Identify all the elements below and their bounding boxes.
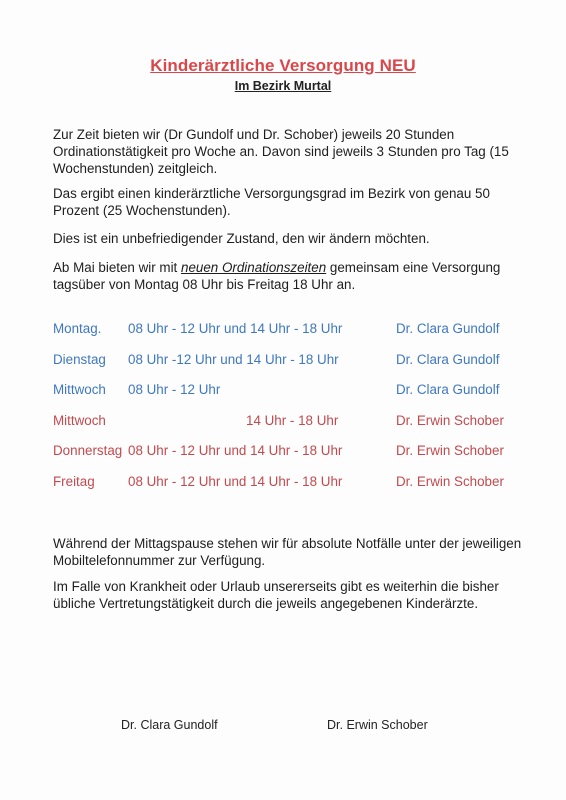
schedule-hours: 08 Uhr - 12 Uhr xyxy=(128,382,221,397)
intro-paragraph-3: Dies ist ein unbefriedigender Zustand, den wir ändern möchten. xyxy=(53,231,430,246)
schedule-day: Donnerstag xyxy=(53,443,123,458)
intro-paragraph-1: Zur Zeit bieten wir (Dr Gundolf und Dr. Schober) jeweils 20 Stunden Ordinationstätigkeit pro Woche an. Davon sind jeweils 3 Stunden pro Tag (15 Wochenstunden) zeitgleich. xyxy=(53,127,509,176)
schedule-day: Dienstag xyxy=(53,351,106,367)
schedule-doctor: Dr. Erwin Schober xyxy=(396,473,504,489)
schedule-doctor: Dr. Clara Gundolf xyxy=(396,321,500,336)
signature-gundolf: Dr. Clara Gundolf xyxy=(121,718,218,732)
schedule-hours: 14 Uhr - 18 Uhr xyxy=(246,412,339,428)
schedule-row xyxy=(53,320,523,338)
schedule-row xyxy=(53,351,523,369)
schedule-doctor: Dr. Erwin Schober xyxy=(396,443,504,458)
schedule-doctor: Dr. Erwin Schober xyxy=(396,412,504,428)
intro-paragraph-4 xyxy=(53,259,523,293)
schedule-day: Mittwoch xyxy=(53,382,106,397)
schedule-day: Mittwoch xyxy=(53,412,106,428)
schedule-day: Freitag xyxy=(53,473,95,489)
closing-paragraph-2: Im Falle von Krankheit oder Urlaub unsererseits gibt es weiterhin die bisher übliche Vertretungstätigkeit durch die jeweils angegebenen Kinderärzte. xyxy=(53,579,499,611)
document-title: Kinderärztliche Versorgung NEU xyxy=(150,56,416,75)
intro-paragraph-4-end: gemeinsam eine Versorgung tagsüber von Montag 08 Uhr bis Freitag 18 Uhr an. xyxy=(53,260,501,292)
schedule-hours: 08 Uhr -12 Uhr und 14 Uhr - 18 Uhr xyxy=(128,351,339,367)
schedule-hours: 08 Uhr - 12 Uhr und 14 Uhr - 18 Uhr xyxy=(128,473,343,489)
closing-paragraph-1: Während der Mittagspause stehen wir für absolute Notfälle unter der jeweiligen Mobiltelefonnummer zur Verfügung. xyxy=(53,536,522,568)
schedule-doctor: Dr. Clara Gundolf xyxy=(396,382,500,397)
intro-paragraph-2: Das ergibt einen kinderärztliche Versorgungsgrad im Bezirk von genau 50 Prozent (25 Wochenstunden). xyxy=(53,186,490,218)
schedule-row xyxy=(53,473,523,491)
schedule-doctor: Dr. Clara Gundolf xyxy=(396,351,500,367)
new-hours-emphasis: neuen Ordinationszeiten xyxy=(181,260,327,275)
signature-schober: Dr. Erwin Schober xyxy=(327,718,428,732)
schedule-row xyxy=(53,412,523,430)
schedule-day: Montag. xyxy=(53,321,102,336)
document-subtitle: Im Bezirk Murtal xyxy=(234,79,332,93)
schedule-row xyxy=(53,381,523,399)
schedule-hours: 08 Uhr - 12 Uhr und 14 Uhr - 18 Uhr xyxy=(128,321,343,336)
schedule-hours: 08 Uhr - 12 Uhr und 14 Uhr - 18 Uhr xyxy=(128,443,343,458)
intro-paragraph-4-start: Ab Mai bieten wir mit xyxy=(53,260,181,275)
schedule-row xyxy=(53,442,523,460)
